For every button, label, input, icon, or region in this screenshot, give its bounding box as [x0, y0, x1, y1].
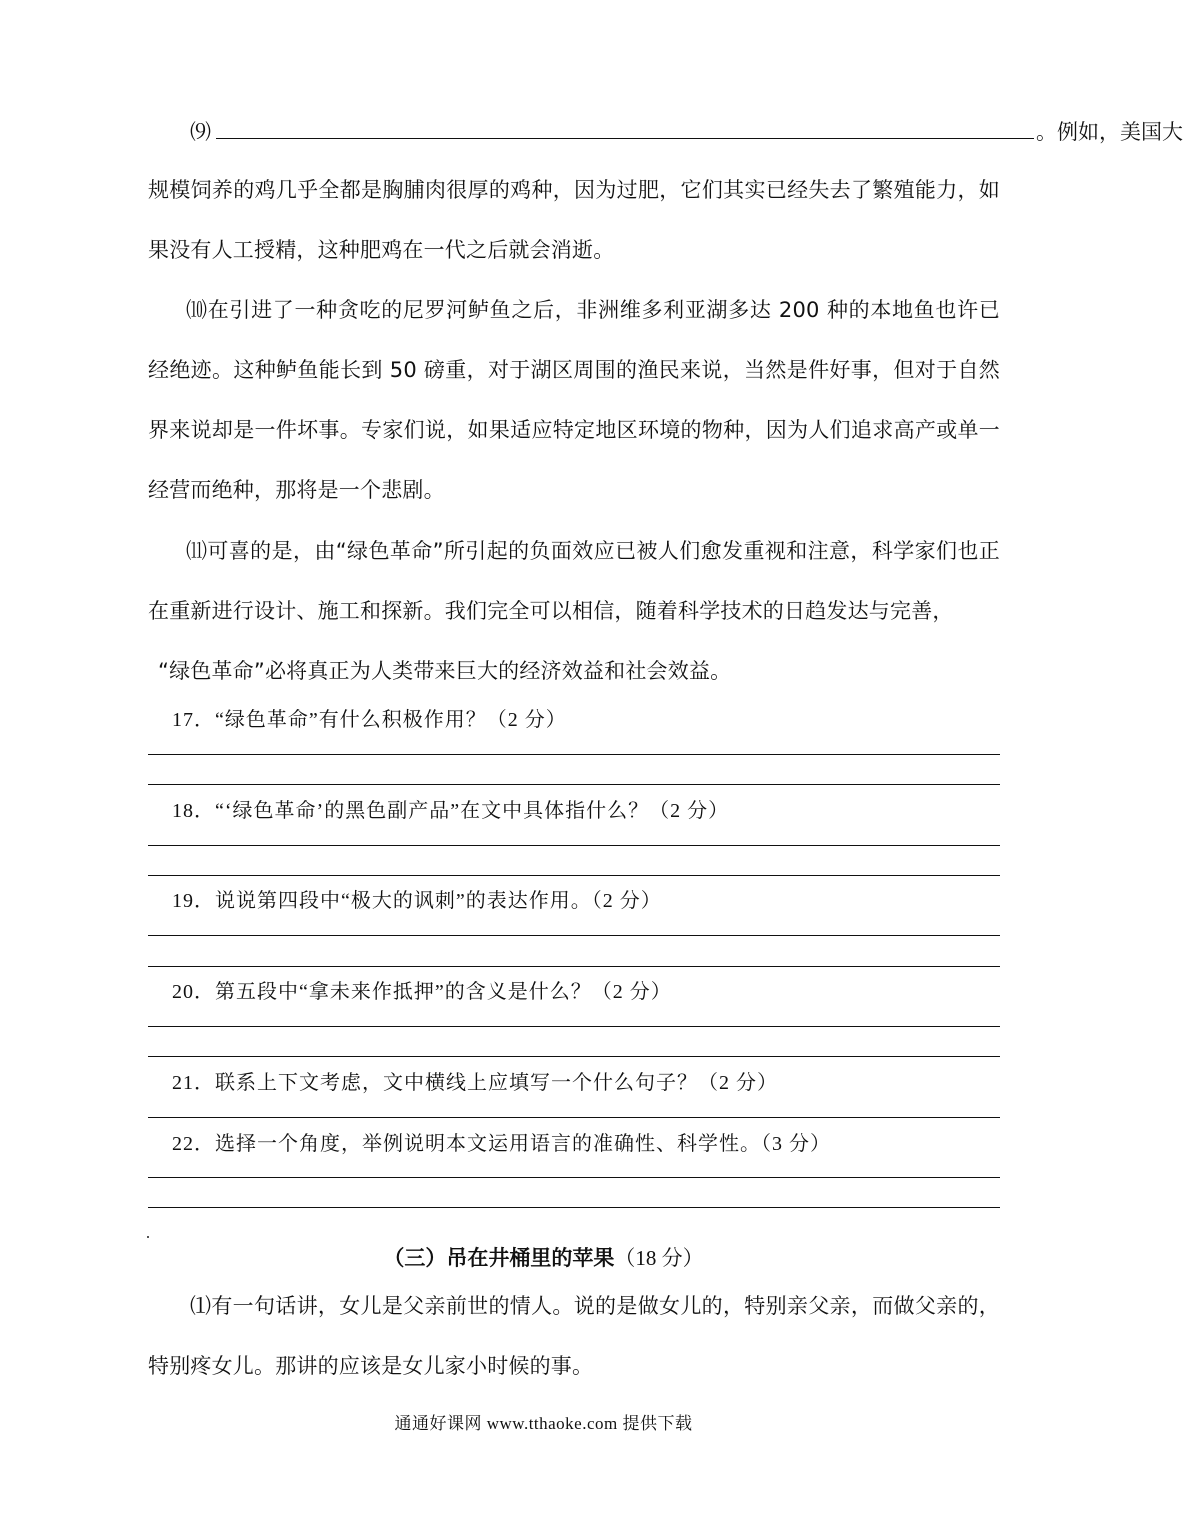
answer-line[interactable] [148, 1207, 1000, 1208]
section-title-text: （三）吊在井桶里的苹果 [383, 1246, 615, 1270]
question-19: 19．说说第四段中“极大的讽刺”的表达作用。（2 分） [172, 890, 662, 912]
paragraph-9-first-line [190, 103, 1183, 153]
answer-line[interactable] [148, 1177, 1000, 1178]
answer-line[interactable] [148, 935, 1000, 936]
scan-speck [147, 1236, 149, 1238]
question-21: 21．联系上下文考虑，文中横线上应填写一个什么句子？（2 分） [172, 1072, 778, 1094]
paragraph-10: ⑽在引进了一种贪吃的尼罗河鲈鱼之后，非洲维多利亚湖多达 200 种的本地鱼也许已经绝迹。这种鲈鱼能长到 50 磅重，对于湖区周围的渔民来说，当然是件好事，但对于自然界来说却是一件坏事。专家们说，如果适应特定地区环境的物种，因为人们追求高产或单一经营而绝种，那将是一个悲剧。 [148, 298, 1000, 502]
paragraph-11: ⑾可喜的是，由“绿色革命”所引起的负面效应已被人们愈发重视和注意，科学家们也正在重新进行设计、施工和探新。我们完全可以相信，随着科学技术的日趋发达与完善， [148, 539, 1000, 623]
paragraph-9-marker: ⑼ [190, 120, 211, 144]
paragraph-11-end: “绿色革命”必将真正为人类带来巨大的经济效益和社会效益。 [158, 659, 732, 683]
answer-line[interactable] [148, 845, 1000, 846]
answer-line[interactable] [148, 1056, 1000, 1057]
answer-line[interactable] [148, 1026, 1000, 1027]
answer-line[interactable] [148, 966, 1000, 967]
question-17: 17．“绿色革命”有什么积极作用？（2 分） [172, 709, 567, 731]
question-22: 22．选择一个角度，举例说明本文运用语言的准确性、科学性。（3 分） [172, 1133, 831, 1155]
paragraph-9-lead: 。例如，美国大 [1036, 120, 1183, 144]
section-title [0, 1242, 1087, 1272]
fill-in-blank[interactable] [216, 115, 1034, 139]
answer-line[interactable] [148, 875, 1000, 876]
section-3-paragraph-1: ⑴有一句话讲，女儿是父亲前世的情人。说的是做女儿的，特别亲父亲，而做父亲的，特别疼女儿。那讲的应该是女儿家小时候的事。 [148, 1294, 1000, 1378]
footer-source: 通通好课网 www.tthaoke.com 提供下载 [394, 1414, 693, 1433]
answer-line[interactable] [148, 784, 1000, 785]
question-18: 18．“‘绿色革命’的黑色副产品”在文中具体指什么？（2 分） [172, 800, 730, 822]
answer-line[interactable] [148, 1117, 1000, 1118]
paragraph-9-body: 规模饲养的鸡几乎全都是胸脯肉很厚的鸡种，因为过肥，它们其实已经失去了繁殖能力，如果没有人工授精，这种肥鸡在一代之后就会消逝。 [148, 178, 1000, 262]
section-score: （18 分） [614, 1246, 704, 1270]
answer-line[interactable] [148, 754, 1000, 755]
question-20: 20．第五段中“拿未来作抵押”的含义是什么？（2 分） [172, 981, 672, 1003]
